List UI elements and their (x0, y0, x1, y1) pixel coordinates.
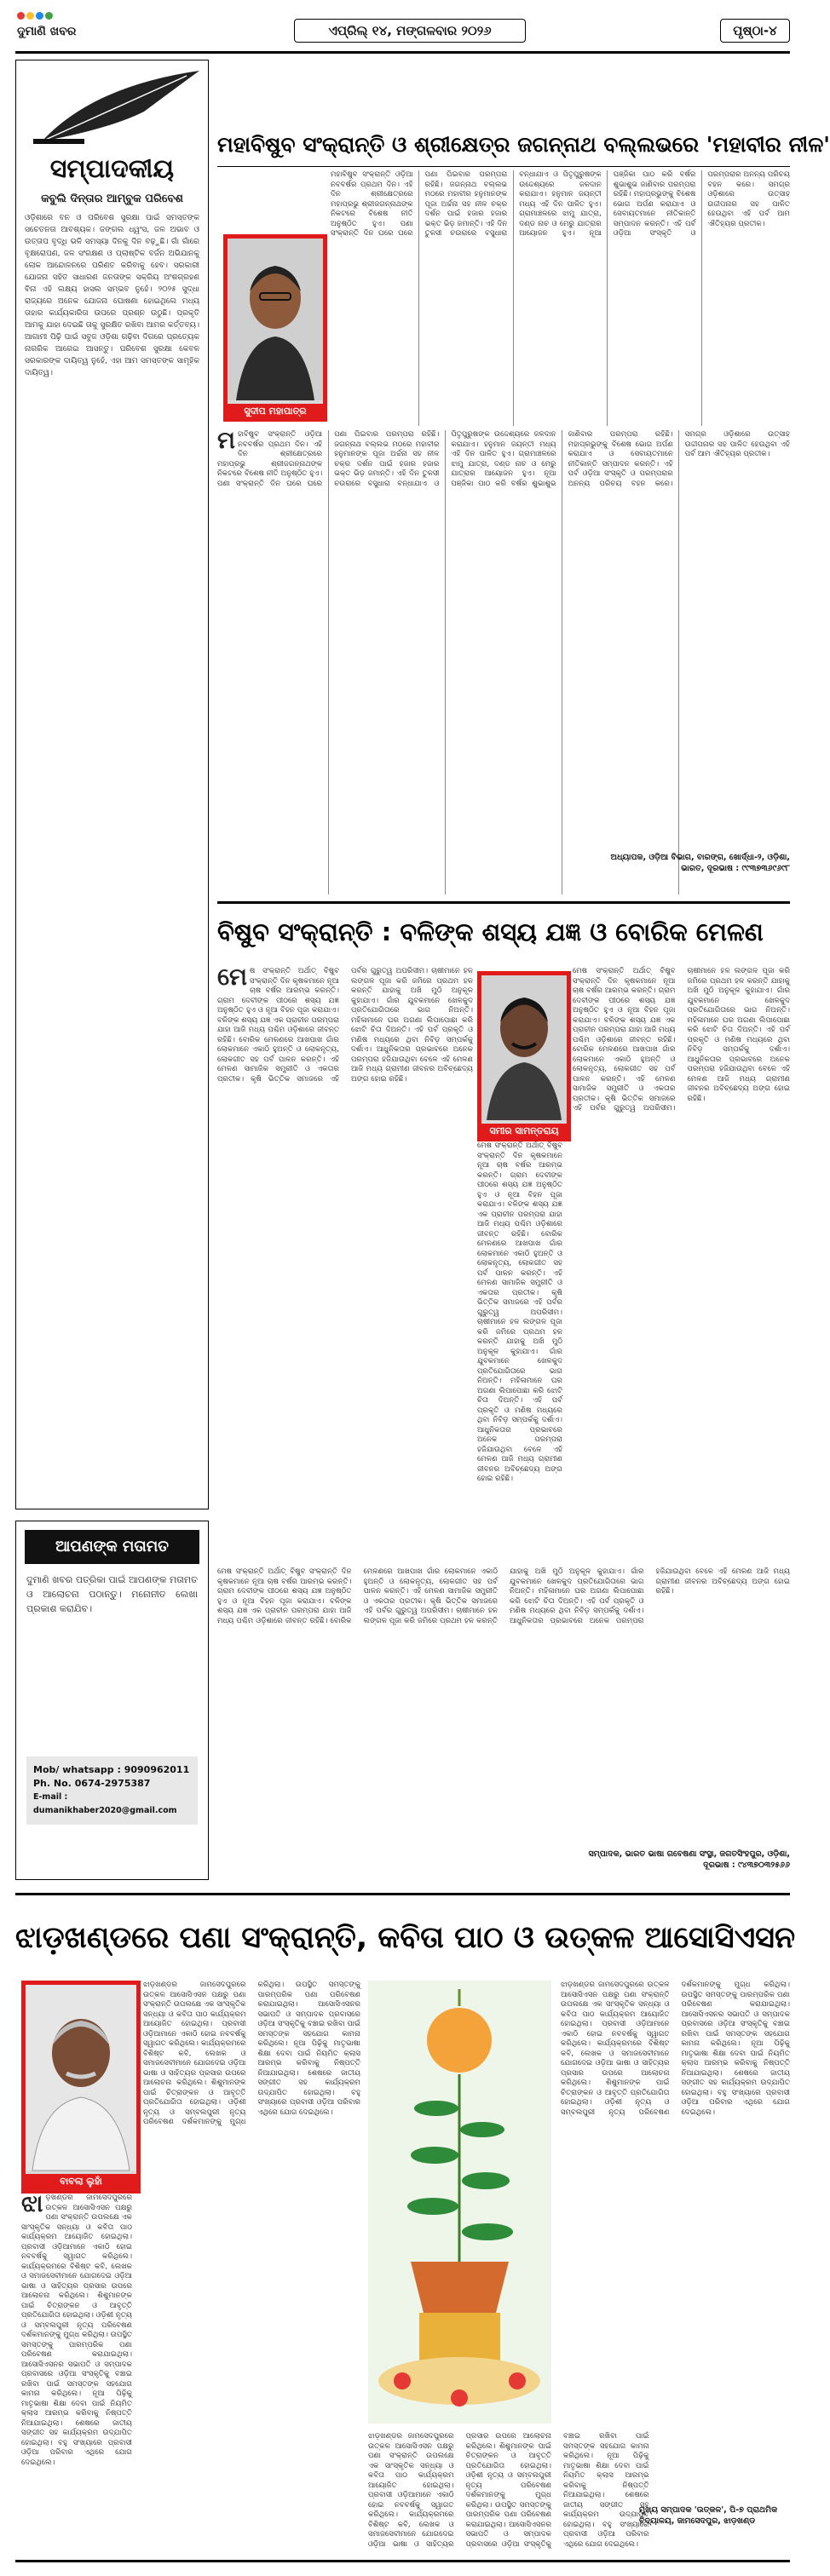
quill-icon (16, 60, 208, 154)
author3-portrait (26, 1985, 136, 2171)
article3-headline: ଝାଡ଼ଖଣ୍ଡରେ ପଣା ସଂକ୍ରାନ୍ତି, କବିତା ପାଠ ଓ ଉତ୍କଳ ଆସୋସିଏସନ (15, 1921, 796, 1955)
article3-text-c: ଝାଡ଼ଖଣ୍ଡର ଜାମସେଦପୁରରେ ଉତ୍କଳ ଆସୋସିଏସନ ପକ୍ଷରୁ ପଣା ସଂକ୍ରାନ୍ତି ଉପଲକ୍ଷେ ଏକ ସାଂସ୍କୃତିକ ସନ୍ଧ୍ୟା ଓ କବିତା ପାଠ କାର୍ଯ୍ୟକ୍ରମ ଆୟୋଜିତ ହୋଇଥିଲା। ପ୍ରବାସୀ ଓଡ଼ିଆମାନେ ଏକାଠି ହୋଇ ନବବର୍ଷକୁ ସ୍ୱାଗତ କରିଥିଲେ। କାର୍ଯ୍ୟକ୍ରମରେ ବିଶିଷ୍ଟ କବି, ଲେଖକ ଓ ସମାଜସେବୀମାନେ ଯୋଗଦେଇ ଓଡ଼ିଆ ଭାଷା ଓ ସାହିତ୍ୟର ପ୍ରସାର ଉପରେ ଆଲୋଚନା କରିଥିଲେ। ଶିଶୁମାନଙ୍କ ପାଇଁ ଚିତ୍ରାଙ୍କନ ଓ ଆବୃତ୍ତି ପ୍ରତିଯୋଗିତା ହୋଇଥିଲା। ଓଡ଼ିଶୀ ନୃତ୍ୟ ଓ ସମ୍ବଲପୁରୀ ନୃତ୍ୟ ପରିବେଷଣ ଦର୍ଶକମାନଙ୍କୁ ମୁଗ୍ଧ କରିଥିଲା। ଉପସ୍ଥିତ ସମସ୍ତଙ୍କୁ ପାରମ୍ପରିକ ପଣା ପରିବେଷଣ କରାଯାଇଥିଲା। ଆସୋସିଏସନର ସଭାପତି ଓ ସମ୍ପାଦକ ପ୍ରବାସରେ ଓଡ଼ିଆ ସଂସ୍କୃତିକୁ ବଞ୍ଚାଇ ରଖିବା ପାଇଁ ସମସ୍ତଙ୍କ ସହଯୋଗ କାମନା କରିଥିଲେ। ନୂଆ ପିଢ଼ିକୁ ମାତୃଭାଷା ଶିକ୍ଷା ଦେବା ପାଇଁ ନିୟମିତ କ୍ଲାସ ଆରମ୍ଭ କରିବାକୁ ନିଷ୍ପତ୍ତି ନିଆଯାଇଥିଲା। ଶେଷରେ ଜାତୀୟ ସଙ୍ଗୀତ ସହ କାର୍ଯ୍ୟକ୍ରମ ଉଦ୍ଯାପିତ ହୋଇଥିଲା। ବହୁ ସଂଖ୍ୟାରେ ପ୍ରବାସୀ ଓଡ଼ିଆ ପରିବାର ଏଥିରେ ଯୋଗ ଦେଇଥିଲେ। (368, 2432, 649, 2549)
article2-text-a: ମେଷ ସଂକ୍ରାନ୍ତି ଅର୍ଥାତ୍ ବିଷୁବ ସଂକ୍ରାନ୍ତି ଦିନ କୃଷକମାନେ ନୂଆ ଚାଷ ବର୍ଷର ଆରମ୍ଭ କରନ୍ତି। ଗ୍ରାମ ଦେବୀଙ୍କ ପୀଠରେ ଶସ୍ୟ ଯଜ୍ଞ ଅନୁଷ୍ଠିତ ହୁଏ ଓ ନୂଆ ବିହନ ପୂଜା କରାଯାଏ। ବଳିଙ୍କ ଶସ୍ୟ ଯଜ୍ଞ ଏକ ପ୍ରାଚୀନ ପରମ୍ପରା ଯାହା ଆଜି ମଧ୍ୟ ପଶ୍ଚିମ ଓଡ଼ିଶାରେ ଜୀବନ୍ତ ରହିଛି। ବୋରିକ ମେଳଣରେ ଆଖପାଖ ଗାଁର ଲୋକମାନେ ଏକାଠି ହୁଅନ୍ତି ଓ ଲୋକନୃତ୍ୟ, ଲୋକଗୀତ ସହ ପର୍ବ ପାଳନ କରନ୍ତି। ଏହି ମେଳଣ ସାମାଜିକ ସମ୍ପ୍ରୀତି ଓ ଏକତାର ପ୍ରତୀକ। କୃଷି ଭିତ୍ତିକ ସମାଜରେ ଏହି ପର୍ବର ଗୁରୁତ୍ୱ ଅପରିସୀମ। ଚାଷୀମାନେ ହଳ ଲଙ୍ଗଳ ପୂଜା କରି ଜମିରେ ପ୍ରଥମ ହଳ କରନ୍ତି ଯାହାକୁ ଅଖି ମୁଠି ଅନୁକୂଳ କୁହାଯାଏ। ଗାଁର ଯୁବକମାନେ ଖେଳକୁଦ ପ୍ରତିଯୋଗିତାରେ ଭାଗ ନିଅନ୍ତି। ମହିଳାମାନେ ଘର ଅଗଣା ଲିପାପୋଛା କରି ଝୋଟି ଚିତା ଦିଅନ୍ତି। ଏହି ପର୍ବ ପ୍ରକୃତି ଓ ମଣିଷ ମଧ୍ୟରେ ଥିବା ନିବିଡ଼ ସମ୍ପର୍କକୁ ଦର୍ଶାଏ। ଆଧୁନିକତାର ପ୍ରଭାବରେ ଅନେକ ପରମ୍ପରା ହଜିଯାଉଥିବା ବେଳେ ଏହି ମେଳଣ ଆଜି ମଧ୍ୟ ଗ୍ରାମୀଣ ଜୀବନର ଅବିଚ୍ଛେଦ୍ୟ ଅଙ୍ଗ ହୋଇ ରହିଛି। (217, 963, 473, 1084)
email-label: E-mail : (33, 1792, 68, 1802)
article3-signoff: ମୁଖ୍ୟ ସମ୍ପାଦକ 'ଉତ୍କଳ', ପି-୭ ପ୍ରାଥମିକ ବିଦ୍ୟାଳୟ, ଜାମସେଦପୁର, ଝାଡ଼ଖଣ୍ଡ (639, 2505, 778, 2526)
editorial-body: ଓଡ଼ିଶାରେ ବନ ଓ ପରିବେଶ ସୁରକ୍ଷା ପାଇଁ ସମସ୍ତଙ୍କ ସଚେତନତା ଆବଶ୍ୟକ। ଜଙ୍ଗଲ ଧ୍ୱଂସ, ଜଳ ଅଭାବ ଓ ଉତ୍ତାପ ବୃଦ୍ଧି ଭଳି ସମସ୍ୟା ଦିନକୁ ଦିନ ବଢ଼ୁଛି। ଗାଁ ଗାଁରେ ବୃକ୍ଷରୋପଣ, ଜଳ ସଂରକ୍ଷଣ ଓ ପ୍ଲାଷ୍ଟିକ ବର୍ଜନ ଅଭିଯାନକୁ ଲୋକ ଆନ୍ଦୋଳନରେ ପରିଣତ କରିବାକୁ ହେବ। ସରକାରୀ ଯୋଜନା ସହିତ ସାଧାରଣ ଜନତାଙ୍କ ସକ୍ରିୟ ଅଂଶଗ୍ରହଣ ବିନା ଏହି ଲକ୍ଷ୍ୟ ହାସଲ ସମ୍ଭବ ନୁହେଁ। ୨୦୨୫ ସୁଦ୍ଧା ରାଜ୍ୟରେ ଅନେକ ଯୋଜନା ଘୋଷଣା ହୋଇଥିଲେ ମଧ୍ୟ ତାହାର କାର୍ଯ୍ୟକାରିତା ଉପରେ ପ୍ରଶ୍ନ ଉଠୁଛି। ପ୍ରକୃତି ଆମକୁ ଯାହା ଦେଇଛି ତାକୁ ସୁରକ୍ଷିତ ରଖିବା ଆମର କର୍ତ୍ତବ୍ୟ। ଆଗାମୀ ପିଢ଼ି ପାଇଁ ସବୁଜ ଓଡ଼ିଶା ଗଢ଼ିବା ଦିଗରେ ପ୍ରତ୍ୟେକ ନାଗରିକ ଆଗେଇ ଆସନ୍ତୁ। ପରିବେଶ ସୁରକ୍ଷା କେବଳ ସରକାରଙ୍କ ଦାୟିତ୍ୱ ନୁହେଁ, ଏହା ଆମ ସମସ୍ତଙ୍କ ସାମୂହିକ ଦାୟିତ୍ୱ। (25, 214, 199, 377)
masthead-rule (15, 51, 790, 54)
pana-pot-illustration (368, 1981, 551, 2424)
article1-top-rule (217, 166, 790, 167)
article1-text-b: ମହାବିଷୁବ ସଂକ୍ରାନ୍ତି ଓଡ଼ିଆ ନବବର୍ଷର ପ୍ରଥମ ଦିନ। ଏହି ଦିନ ଶ୍ରୀକ୍ଷେତ୍ରରେ ମହାପ୍ରଭୁ ଶ୍ରୀଜଗନ୍ନାଥଙ୍କ ନିକଟରେ ବିଶେଷ ନୀତି ଅନୁଷ୍ଠିତ ହୁଏ। ପଣା ସଂକ୍ରାନ୍ତି ଦିନ ଘରେ ଘରେ ପଣା ପିଇବାର ପରମ୍ପରା ରହିଛି। ଜଗନ୍ନାଥ ବଲ୍ଲଭ ମଠରେ ମହାବୀର ହନୁମାନଙ୍କ ପୂଜା ଅର୍ଚ୍ଚନା ସହ ନୀଳ ଚକ୍ର ଦର୍ଶନ ପାଇଁ ହଜାର ହଜାର ଭକ୍ତ ଭିଡ଼ ଜମାନ୍ତି। ଏହି ଦିନ ତୁଳସୀ ଚଉରାରେ ବସୁଧାରା ବନ୍ଧାଯାଏ ଓ ପିତୃପୁରୁଷଙ୍କ ଉଦ୍ଦେଶ୍ୟରେ ଜଳଦାନ କରାଯାଏ। ହନୁମାନ ଜୟନ୍ତୀ ମଧ୍ୟ ଏହି ଦିନ ପାଳିତ ହୁଏ। ଗ୍ରାମାଞ୍ଚଳରେ ଝାମୁ ଯାତ୍ରା, ଦଣ୍ଡ ନାଚ ଓ ମେରୁ ଯାତ୍ରାର ଆୟୋଜନ ହୁଏ। ନୂଆ ପଞ୍ଜିକା ପାଠ କରି ବର୍ଷର ଶୁଭାଶୁଭ ଜାଣିବାର ପରମ୍ପରା ରହିଛି। ମହାପ୍ରଭୁଙ୍କୁ ବିଶେଷ ଭୋଗ ଅର୍ପଣ କରାଯାଏ ଓ ସେବାୟତମାନେ ନୀତିକାନ୍ତି ସମ୍ପାଦନ କରନ୍ତି। ଏହି ପର୍ବ ଓଡ଼ିଆ ସଂସ୍କୃତି ଓ ପରମ୍ପରାର ଅନନ୍ୟ ପରିଚୟ ବହନ କରେ। ସମଗ୍ର ଓଡ଼ିଶାରେ ଉତ୍ସାହ ଉଦ୍ଦୀପନାର ସହ ପାଳିତ ହେଉଥିବା ଏହି ପର୍ବ ଆମ ଐତିହ୍ୟର ପ୍ରତୀକ। (217, 426, 790, 488)
article2-author-name: ସମୀର ସାମନ୍ତରାୟ (481, 1124, 567, 1139)
article2-text-d: ମେଷ ସଂକ୍ରାନ୍ତି ଅର୍ଥାତ୍ ବିଷୁବ ସଂକ୍ରାନ୍ତି ଦିନ କୃଷକମାନେ ନୂଆ ଚାଷ ବର୍ଷର ଆରମ୍ଭ କରନ୍ତି। ଗ୍ରାମ ଦେବୀଙ୍କ ପୀଠରେ ଶସ୍ୟ ଯଜ୍ଞ ଅନୁଷ୍ଠିତ ହୁଏ ଓ ନୂଆ ବିହନ ପୂଜା କରାଯାଏ। ବଳିଙ୍କ ଶସ୍ୟ ଯଜ୍ଞ ଏକ ପ୍ରାଚୀନ ପରମ୍ପରା ଯାହା ଆଜି ମଧ୍ୟ ପଶ୍ଚିମ ଓଡ଼ିଶାରେ ଜୀବନ୍ତ ରହିଛି। ବୋରିକ ମେଳଣରେ ଆଖପାଖ ଗାଁର ଲୋକମାନେ ଏକାଠି ହୁଅନ୍ତି ଓ ଲୋକନୃତ୍ୟ, ଲୋକଗୀତ ସହ ପର୍ବ ପାଳନ କରନ୍ତି। ଏହି ମେଳଣ ସାମାଜିକ ସମ୍ପ୍ରୀତି ଓ ଏକତାର ପ୍ରତୀକ। କୃଷି ଭିତ୍ତିକ ସମାଜରେ ଏହି ପର୍ବର ଗୁରୁତ୍ୱ ଅପରିସୀମ। ଚାଷୀମାନେ ହଳ ଲଙ୍ଗଳ ପୂଜା କରି ଜମିରେ ପ୍ରଥମ ହଳ କରନ୍ତି ଯାହାକୁ ଅଖି ମୁଠି ଅନୁକୂଳ କୁହାଯାଏ। ଗାଁର ଯୁବକମାନେ ଖେଳକୁଦ ପ୍ରତିଯୋଗିତାରେ ଭାଗ ନିଅନ୍ତି। ମହିଳାମାନେ ଘର ଅଗଣା ଲିପାପୋଛା କରି ଝୋଟି ଚିତା ଦିଅନ୍ତି। ଏହି ପର୍ବ ପ୍ରକୃତି ଓ ମଣିଷ ମଧ୍ୟରେ ଥିବା ନିବିଡ଼ ସମ୍ପର୍କକୁ ଦର୍ଶାଏ। ଆଧୁନିକତାର ପ୍ରଭାବରେ ଅନେକ ପରମ୍ପରା ହଜିଯାଉଥିବା ବେଳେ ଏହି ମେଳଣ ଆଜି ମଧ୍ୟ ଗ୍ରାମୀଣ ଜୀବନର ଅବିଚ୍ଛେଦ୍ୟ ଅଙ୍ଗ ହୋଇ ରହିଛି। (217, 1567, 790, 1625)
editorial-column (15, 60, 209, 1509)
article2-body-lower (217, 1567, 790, 1849)
article3-body-under-image (368, 2432, 649, 2551)
mobile-row (33, 1763, 191, 1777)
article2-headline: ବିଷୁବ ସଂକ୍ରାନ୍ତି : ବଳିଙ୍କ ଶସ୍ୟ ଯଜ୍ଞ ଓ ବୋରିକ ମେଳଣ (217, 917, 764, 946)
article2-bottom-rule (15, 1893, 790, 1895)
page-bottom-rule (15, 2560, 790, 2562)
article3-body-left (21, 2189, 132, 2551)
article1-author-photo (223, 234, 327, 422)
article1-signoff: ଅଧ୍ୟାପକ, ଓଡ଼ିଆ ବିଭାଗ, ବାରଙ୍ଗ, ଖୋର୍ଦ୍ଧା-୨, ଓଡ଼ିଶା, ଭାରତ, ଦୂରଭାଷ : ୯୯୩୭୩୬୯୬୯୮ (610, 853, 790, 873)
article3-text-b: ଝାଡ଼ଖଣ୍ଡର ଜାମସେଦପୁରରେ ଉତ୍କଳ ଆସୋସିଏସନ ପକ୍ଷରୁ ପଣା ସଂକ୍ରାନ୍ତି ଉପଲକ୍ଷେ ଏକ ସାଂସ୍କୃତିକ ସନ୍ଧ୍ୟା ଓ କବିତା ପାଠ କାର୍ଯ୍ୟକ୍ରମ ଆୟୋଜିତ ହୋଇଥିଲା। ପ୍ରବାସୀ ଓଡ଼ିଆମାନେ ଏକାଠି ହୋଇ ନବବର୍ଷକୁ ସ୍ୱାଗତ କରିଥିଲେ। କାର୍ଯ୍ୟକ୍ରମରେ ବିଶିଷ୍ଟ କବି, ଲେଖକ ଓ ସମାଜସେବୀମାନେ ଯୋଗଦେଇ ଓଡ଼ିଆ ଭାଷା ଓ ସାହିତ୍ୟର ପ୍ରସାର ଉପରେ ଆଲୋଚନା କରିଥିଲେ। ଶିଶୁମାନଙ୍କ ପାଇଁ ଚିତ୍ରାଙ୍କନ ଓ ଆବୃତ୍ତି ପ୍ରତିଯୋଗିତା ହୋଇଥିଲା। ଓଡ଼ିଶୀ ନୃତ୍ୟ ଓ ସମ୍ବଲପୁରୀ ନୃତ୍ୟ ପରିବେଷଣ ଦର୍ଶକମାନଙ୍କୁ ମୁଗ୍ଧ କରିଥିଲା। ଉପସ୍ଥିତ ସମସ୍ତଙ୍କୁ ପାରମ୍ପରିକ ପଣା ପରିବେଷଣ କରାଯାଇଥିଲା। ଆସୋସିଏସନର ସଭାପତି ଓ ସମ୍ପାଦକ ପ୍ରବାସରେ ଓଡ଼ିଆ ସଂସ୍କୃତିକୁ ବଞ୍ଚାଇ ରଖିବା ପାଇଁ ସମସ୍ତଙ୍କ ସହଯୋଗ କାମନା କରିଥିଲେ। ନୂଆ ପିଢ଼ିକୁ ମାତୃଭାଷା ଶିକ୍ଷା ଦେବା ପାଇଁ ନିୟମିତ କ୍ଲାସ ଆରମ୍ଭ କରିବାକୁ ନିଷ୍ପତ୍ତି ନିଆଯାଇଥିଲା। ଶେଷରେ ଜାତୀୟ ସଙ୍ଗୀତ ସହ କାର୍ଯ୍ୟକ୍ରମ ଉଦ୍ଯାପିତ ହୋଇଥିଲା। ବହୁ ସଂଖ୍ୟାରେ ପ୍ରବାସୀ ଓଡ଼ିଆ ପରିବାର ଏଥିରେ ଯୋଗ ଦେଇଥିଲେ। (143, 1981, 360, 2126)
article1-headline: ମହାବିଷୁବ ସଂକ୍ରାନ୍ତି ଓ ଶ୍ରୀକ୍ଷେତ୍ର ଜଗନ୍ନାଥ ବଲ୍ଲଭରେ 'ମହାବୀର ନୀଳ' (217, 132, 830, 157)
article1-bottom-rule (217, 901, 790, 904)
mobile-label: Mob/ whatsapp : (33, 1764, 121, 1775)
email-address[interactable]: dumanikhaber2020@gmail.com (33, 1806, 177, 1815)
article1-text-a: ମହାବିଷୁବ ସଂକ୍ରାନ୍ତି ଓଡ଼ିଆ ନବବର୍ଷର ପ୍ରଥମ ଦିନ। ଏହି ଦିନ ଶ୍ରୀକ୍ଷେତ୍ରରେ ମହାପ୍ରଭୁ ଶ୍ରୀଜଗନ୍ନାଥଙ୍କ ନିକଟରେ ବିଶେଷ ନୀତି ଅନୁଷ୍ଠିତ ହୁଏ। ପଣା ସଂକ୍ରାନ୍ତି ଦିନ ଘରେ ଘରେ ପଣା ପିଇବାର ପରମ୍ପରା ରହିଛି। ଜଗନ୍ନାଥ ବଲ୍ଲଭ ମଠରେ ମହାବୀର ହନୁମାନଙ୍କ ପୂଜା ଅର୍ଚ୍ଚନା ସହ ନୀଳ ଚକ୍ର ଦର୍ଶନ ପାଇଁ ହଜାର ହଜାର ଭକ୍ତ ଭିଡ଼ ଜମାନ୍ତି। ଏହି ଦିନ ତୁଳସୀ ଚଉରାରେ ବସୁଧାରା ବନ୍ଧାଯାଏ ଓ ପିତୃପୁରୁଷଙ୍କ ଉଦ୍ଦେଶ୍ୟରେ ଜଳଦାନ କରାଯାଏ। ହନୁମାନ ଜୟନ୍ତୀ ମଧ୍ୟ ଏହି ଦିନ ପାଳିତ ହୁଏ। ଗ୍ରାମାଞ୍ଚଳରେ ଝାମୁ ଯାତ୍ରା, ଦଣ୍ଡ ନାଚ ଓ ମେରୁ ଯାତ୍ରାର ଆୟୋଜନ ହୁଏ। ନୂଆ ପଞ୍ଜିକା ପାଠ କରି ବର୍ଷର ଶୁଭାଶୁଭ ଜାଣିବାର ପରମ୍ପରା ରହିଛି। ମହାପ୍ରଭୁଙ୍କୁ ବିଶେଷ ଭୋଗ ଅର୍ପଣ କରାଯାଏ ଓ ସେବାୟତମାନେ ନୀତିକାନ୍ତି ସମ୍ପାଦନ କରନ୍ତି। ଏହି ପର୍ବ ଓଡ଼ିଆ ସଂସ୍କୃତି ଓ ପରମ୍ପରାର ଅନନ୍ୟ ପରିଚୟ ବହନ କରେ। ସମଗ୍ର ଓଡ଼ିଶାରେ ଉତ୍ସାହ ଉଦ୍ଦୀପନାର ସହ ପାଳିତ ହେଉଥିବା ଏହି ପର୍ବ ଆମ ଐତିହ୍ୟର ପ୍ରତୀକ। (331, 170, 790, 238)
article2-signoff: ସମ୍ପାଦକ, ଭାରତ ଭାଷା ଗବେଷଣା ସଂସ୍ଥା, ଜଗତସିଂହପୁର, ଓଡ଼ିଶା, ଦୂରଭାଷ : ୯୪୩୭୦୩୨୫୬୬ (588, 1849, 790, 1870)
article2-author-photo (477, 971, 571, 1141)
article2-body-mid (477, 1141, 562, 1559)
opinion-body: ଦୁମାଣି ଖବର ପତ୍ରିକା ପାଇଁ ଆପଣଙ୍କ ମତାମତ ଓ ଆଲୋଚନା ପଠାନ୍ତୁ। ମନୋନୀତ ଲେଖା ପ୍ରକାଶ କରାଯିବ। (26, 1574, 198, 1614)
article2-body-right (573, 967, 790, 1563)
phone-row (33, 1777, 191, 1791)
phone-number[interactable]: 0674-2975387 (74, 1778, 151, 1789)
article3-author-photo (21, 1981, 141, 2194)
publication-name: ଦୁମାଣି ଖବର (17, 25, 77, 38)
author2-portrait (481, 975, 567, 1120)
phone-label: Ph. No. (33, 1778, 72, 1789)
opinion-title: ଆପଣଙ୍କ ମତାମତ (25, 1530, 199, 1564)
article2-body-left (217, 963, 473, 1563)
quill-svg (16, 60, 208, 154)
article1-author-name: ସୁଦୀପ ମହାପାତ୍ର (228, 404, 323, 419)
article3-text-a: ଝାଡ଼ଖଣ୍ଡର ଜାମସେଦପୁରରେ ଉତ୍କଳ ଆସୋସିଏସନ ପକ୍ଷରୁ ପଣା ସଂକ୍ରାନ୍ତି ଉପଲକ୍ଷେ ଏକ ସାଂସ୍କୃତିକ ସନ୍ଧ୍ୟା ଓ କବିତା ପାଠ କାର୍ଯ୍ୟକ୍ରମ ଆୟୋଜିତ ହୋଇଥିଲା। ପ୍ରବାସୀ ଓଡ଼ିଆମାନେ ଏକାଠି ହୋଇ ନବବର୍ଷକୁ ସ୍ୱାଗତ କରିଥିଲେ। କାର୍ଯ୍ୟକ୍ରମରେ ବିଶିଷ୍ଟ କବି, ଲେଖକ ଓ ସମାଜସେବୀମାନେ ଯୋଗଦେଇ ଓଡ଼ିଆ ଭାଷା ଓ ସାହିତ୍ୟର ପ୍ରସାର ଉପରେ ଆଲୋଚନା କରିଥିଲେ। ଶିଶୁମାନଙ୍କ ପାଇଁ ଚିତ୍ରାଙ୍କନ ଓ ଆବୃତ୍ତି ପ୍ରତିଯୋଗିତା ହୋଇଥିଲା। ଓଡ଼ିଶୀ ନୃତ୍ୟ ଓ ସମ୍ବଲପୁରୀ ନୃତ୍ୟ ପରିବେଷଣ ଦର୍ଶକମାନଙ୍କୁ ମୁଗ୍ଧ କରିଥିଲା। ଉପସ୍ଥିତ ସମସ୍ତଙ୍କୁ ପାରମ୍ପରିକ ପଣା ପରିବେଷଣ କରାଯାଇଥିଲା। ଆସୋସିଏସନର ସଭାପତି ଓ ସମ୍ପାଦକ ପ୍ରବାସରେ ଓଡ଼ିଆ ସଂସ୍କୃତିକୁ ବଞ୍ଚାଇ ରଖିବା ପାଇଁ ସମସ୍ତଙ୍କ ସହଯୋଗ କାମନା କରିଥିଲେ। ନୂଆ ପିଢ଼ିକୁ ମାତୃଭାଷା ଶିକ୍ଷା ଦେବା ପାଇଁ ନିୟମିତ କ୍ଲାସ ଆରମ୍ଭ କରିବାକୁ ନିଷ୍ପତ୍ତି ନିଆଯାଇଥିଲା। ଶେଷରେ ଜାତୀୟ ସଙ୍ଗୀତ ସହ କାର୍ଯ୍ୟକ୍ରମ ଉଦ୍ଯାପିତ ହୋଇଥିଲା। ବହୁ ସଂଖ୍ୟାରେ ପ୍ରବାସୀ ଓଡ଼ିଆ ପରିବାର ଏଥିରେ ଯୋଗ ଦେଇଥିଲେ। (21, 2189, 132, 2467)
page-number: ପୃଷ୍ଠା-୪ (720, 19, 790, 43)
article2-text-b: ମେଷ ସଂକ୍ରାନ୍ତି ଅର୍ଥାତ୍ ବିଷୁବ ସଂକ୍ରାନ୍ତି ଦିନ କୃଷକମାନେ ନୂଆ ଚାଷ ବର୍ଷର ଆରମ୍ଭ କରନ୍ତି। ଗ୍ରାମ ଦେବୀଙ୍କ ପୀଠରେ ଶସ୍ୟ ଯଜ୍ଞ ଅନୁଷ୍ଠିତ ହୁଏ ଓ ନୂଆ ବିହନ ପୂଜା କରାଯାଏ। ବଳିଙ୍କ ଶସ୍ୟ ଯଜ୍ଞ ଏକ ପ୍ରାଚୀନ ପରମ୍ପରା ଯାହା ଆଜି ମଧ୍ୟ ପଶ୍ଚିମ ଓଡ଼ିଶାରେ ଜୀବନ୍ତ ରହିଛି। ବୋରିକ ମେଳଣରେ ଆଖପାଖ ଗାଁର ଲୋକମାନେ ଏକାଠି ହୁଅନ୍ତି ଓ ଲୋକନୃତ୍ୟ, ଲୋକଗୀତ ସହ ପର୍ବ ପାଳନ କରନ୍ତି। ଏହି ମେଳଣ ସାମାଜିକ ସମ୍ପ୍ରୀତି ଓ ଏକତାର ପ୍ରତୀକ। କୃଷି ଭିତ୍ତିକ ସମାଜରେ ଏହି ପର୍ବର ଗୁରୁତ୍ୱ ଅପରିସୀମ। ଚାଷୀମାନେ ହଳ ଲଙ୍ଗଳ ପୂଜା କରି ଜମିରେ ପ୍ରଥମ ହଳ କରନ୍ତି ଯାହାକୁ ଅଖି ମୁଠି ଅନୁକୂଳ କୁହାଯାଏ। ଗାଁର ଯୁବକମାନେ ଖେଳକୁଦ ପ୍ରତିଯୋଗିତାରେ ଭାଗ ନିଅନ୍ତି। ମହିଳାମାନେ ଘର ଅଗଣା ଲିପାପୋଛା କରି ଝୋଟି ଚିତା ଦିଅନ୍ତି। ଏହି ପର୍ବ ପ୍ରକୃତି ଓ ମଣିଷ ମଧ୍ୟରେ ଥିବା ନିବିଡ଼ ସମ୍ପର୍କକୁ ଦର୍ଶାଏ। ଆଧୁନିକତାର ପ୍ରଭାବରେ ଅନେକ ପରମ୍ପରା ହଜିଯାଉଥିବା ବେଳେ ଏହି ମେଳଣ ଆଜି ମଧ୍ୟ ଗ୍ରାମୀଣ ଜୀବନର ଅବିଚ୍ଛେଦ୍ୟ ଅଙ୍ଗ ହୋଇ ରହିଛି। (477, 1141, 562, 1483)
editorial-subtitle: କବୁଲି ଦିନ୍ତାର ଆମ୍ବୁକ ପରିବେଶ (41, 193, 183, 205)
pana-pot-svg (368, 1981, 551, 2424)
article3-body-right (561, 1981, 790, 2500)
mobile-number[interactable]: 9090962011 (124, 1764, 190, 1775)
article1-body-right (331, 170, 790, 426)
opinion-contacts (26, 1757, 198, 1825)
email-row (33, 1791, 191, 1818)
article3-text-d: ଝାଡ଼ଖଣ୍ଡର ଜାମସେଦପୁରରେ ଉତ୍କଳ ଆସୋସିଏସନ ପକ୍ଷରୁ ପଣା ସଂକ୍ରାନ୍ତି ଉପଲକ୍ଷେ ଏକ ସାଂସ୍କୃତିକ ସନ୍ଧ୍ୟା ଓ କବିତା ପାଠ କାର୍ଯ୍ୟକ୍ରମ ଆୟୋଜିତ ହୋଇଥିଲା। ପ୍ରବାସୀ ଓଡ଼ିଆମାନେ ଏକାଠି ହୋଇ ନବବର୍ଷକୁ ସ୍ୱାଗତ କରିଥିଲେ। କାର୍ଯ୍ୟକ୍ରମରେ ବିଶିଷ୍ଟ କବି, ଲେଖକ ଓ ସମାଜସେବୀମାନେ ଯୋଗଦେଇ ଓଡ଼ିଆ ଭାଷା ଓ ସାହିତ୍ୟର ପ୍ରସାର ଉପରେ ଆଲୋଚନା କରିଥିଲେ। ଶିଶୁମାନଙ୍କ ପାଇଁ ଚିତ୍ରାଙ୍କନ ଓ ଆବୃତ୍ତି ପ୍ରତିଯୋଗିତା ହୋଇଥିଲା। ଓଡ଼ିଶୀ ନୃତ୍ୟ ଓ ସମ୍ବଲପୁରୀ ନୃତ୍ୟ ପରିବେଷଣ ଦର୍ଶକମାନଙ୍କୁ ମୁଗ୍ଧ କରିଥିଲା। ଉପସ୍ଥିତ ସମସ୍ତଙ୍କୁ ପାରମ୍ପରିକ ପଣା ପରିବେଷଣ କରାଯାଇଥିଲା। ଆସୋସିଏସନର ସଭାପତି ଓ ସମ୍ପାଦକ ପ୍ରବାସରେ ଓଡ଼ିଆ ସଂସ୍କୃତିକୁ ବଞ୍ଚାଇ ରଖିବା ପାଇଁ ସମସ୍ତଙ୍କ ସହଯୋଗ କାମନା କରିଥିଲେ। ନୂଆ ପିଢ଼ିକୁ ମାତୃଭାଷା ଶିକ୍ଷା ଦେବା ପାଇଁ ନିୟମିତ କ୍ଲାସ ଆରମ୍ଭ କରିବାକୁ ନିଷ୍ପତ୍ତି ନିଆଯାଇଥିଲା। ଶେଷରେ ଜାତୀୟ ସଙ୍ଗୀତ ସହ କାର୍ଯ୍ୟକ୍ରମ ଉଦ୍ଯାପିତ ହୋଇଥିଲା। ବହୁ ସଂଖ୍ୟାରେ ପ୍ରବାସୀ ଓଡ଼ିଆ ପରିବାର ଏଥିରେ ଯୋଗ ଦେଇଥିଲେ। (561, 1981, 790, 2117)
article2-text-c: ମେଷ ସଂକ୍ରାନ୍ତି ଅର୍ଥାତ୍ ବିଷୁବ ସଂକ୍ରାନ୍ତି ଦିନ କୃଷକମାନେ ନୂଆ ଚାଷ ବର୍ଷର ଆରମ୍ଭ କରନ୍ତି। ଗ୍ରାମ ଦେବୀଙ୍କ ପୀଠରେ ଶସ୍ୟ ଯଜ୍ଞ ଅନୁଷ୍ଠିତ ହୁଏ ଓ ନୂଆ ବିହନ ପୂଜା କରାଯାଏ। ବଳିଙ୍କ ଶସ୍ୟ ଯଜ୍ଞ ଏକ ପ୍ରାଚୀନ ପରମ୍ପରା ଯାହା ଆଜି ମଧ୍ୟ ପଶ୍ଚିମ ଓଡ଼ିଶାରେ ଜୀବନ୍ତ ରହିଛି। ବୋରିକ ମେଳଣରେ ଆଖପାଖ ଗାଁର ଲୋକମାନେ ଏକାଠି ହୁଅନ୍ତି ଓ ଲୋକନୃତ୍ୟ, ଲୋକଗୀତ ସହ ପର୍ବ ପାଳନ କରନ୍ତି। ଏହି ମେଳଣ ସାମାଜିକ ସମ୍ପ୍ରୀତି ଓ ଏକତାର ପ୍ରତୀକ। କୃଷି ଭିତ୍ତିକ ସମାଜରେ ଏହି ପର୍ବର ଗୁରୁତ୍ୱ ଅପରିସୀମ। ଚାଷୀମାନେ ହଳ ଲଙ୍ଗଳ ପୂଜା କରି ଜମିରେ ପ୍ରଥମ ହଳ କରନ୍ତି ଯାହାକୁ ଅଖି ମୁଠି ଅନୁକୂଳ କୁହାଯାଏ। ଗାଁର ଯୁବକମାନେ ଖେଳକୁଦ ପ୍ରତିଯୋଗିତାରେ ଭାଗ ନିଅନ୍ତି। ମହିଳାମାନେ ଘର ଅଗଣା ଲିପାପୋଛା କରି ଝୋଟି ଚିତା ଦିଅନ୍ତି। ଏହି ପର୍ବ ପ୍ରକୃତି ଓ ମଣିଷ ମଧ୍ୟରେ ଥିବା ନିବିଡ଼ ସମ୍ପର୍କକୁ ଦର୍ଶାଏ। ଆଧୁନିକତାର ପ୍ରଭାବରେ ଅନେକ ପରମ୍ପରା ହଜିଯାଉଥିବା ବେଳେ ଏହି ମେଳଣ ଆଜି ମଧ୍ୟ ଗ୍ରାମୀଣ ଜୀବନର ଅବିଚ୍ଛେଦ୍ୟ ଅଙ୍ଗ ହୋଇ ରହିଛି। (573, 967, 790, 1113)
author1-portrait (228, 239, 323, 400)
article3-body-mid (143, 1981, 360, 2551)
article3-author-name: ବାବଲା ଲୁହାଁ (26, 2174, 136, 2189)
article1-body-lower (217, 426, 790, 894)
opinion-box (15, 1521, 209, 1880)
issue-date: ଏପ୍ରିଲ୍ ୧୪, ମଙ୍ଗଳବାର ୨୦୨୬ (294, 19, 526, 43)
editorial-title: ସମ୍ପାଦକୀୟ (49, 154, 175, 184)
